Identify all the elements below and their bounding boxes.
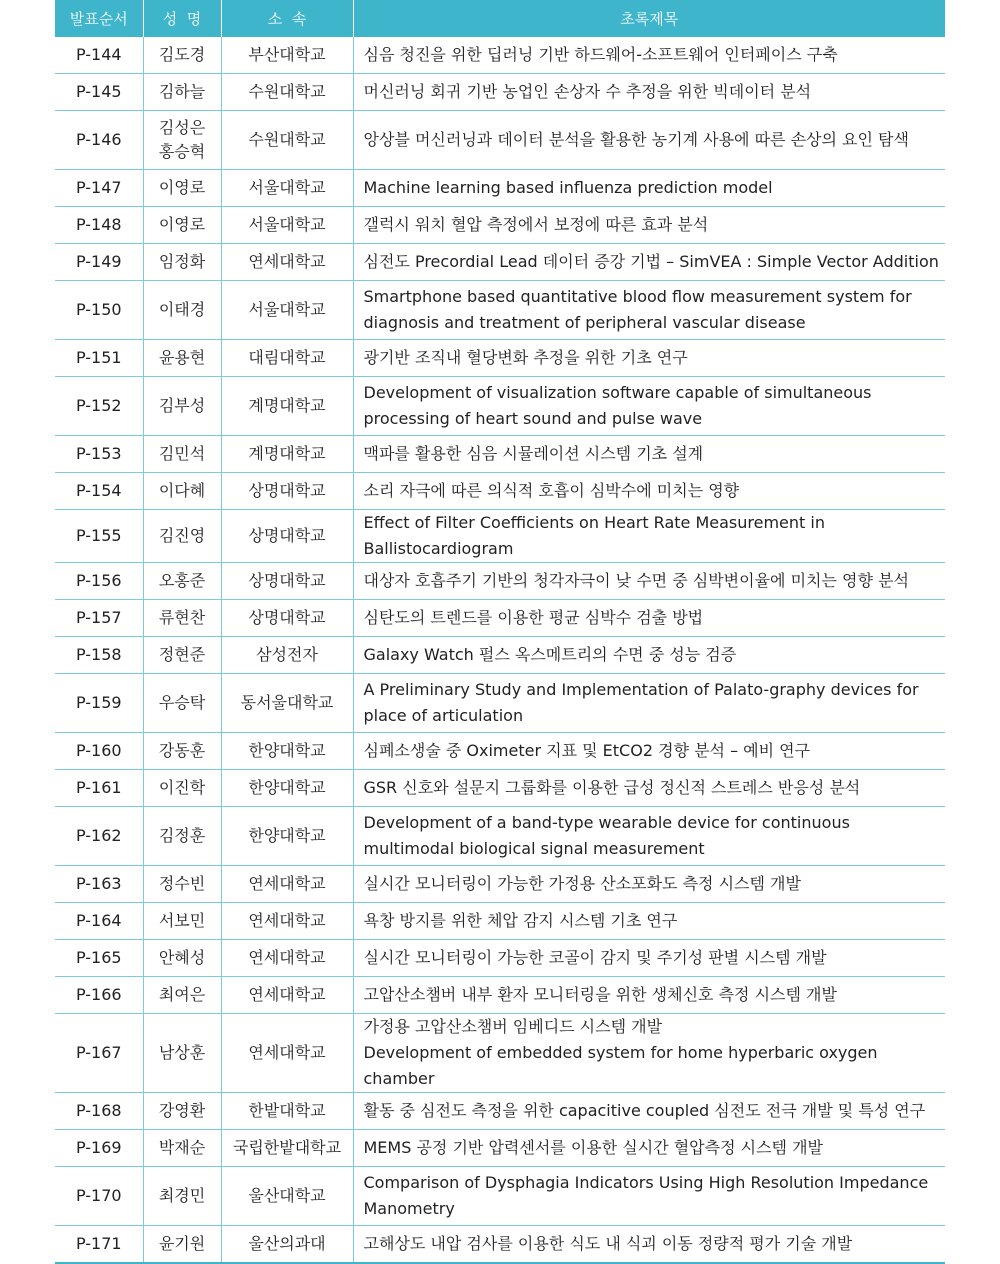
table-row <box>55 866 945 903</box>
presenter-name: 김부성 <box>143 377 221 436</box>
table-row <box>55 37 945 74</box>
presenter-name: 김성은 홍승혁 <box>143 111 221 170</box>
abstract-title: Development of visualization software capable of simultaneous processing of heart sound and pulse wave <box>353 377 945 436</box>
presentation-number: P-155 <box>55 510 143 563</box>
presenter-name: 서보민 <box>143 903 221 940</box>
presentation-number: P-149 <box>55 244 143 281</box>
presentation-number: P-146 <box>55 111 143 170</box>
presentation-number: P-169 <box>55 1130 143 1167</box>
affiliation: 연세대학교 <box>221 977 353 1014</box>
affiliation: 수원대학교 <box>221 74 353 111</box>
affiliation: 연세대학교 <box>221 244 353 281</box>
abstract-title: 고해상도 내압 검사를 이용한 식도 내 식괴 이동 정량적 평가 기술 개발 <box>353 1226 945 1264</box>
presenter-name: 안혜성 <box>143 940 221 977</box>
affiliation: 한양대학교 <box>221 807 353 866</box>
table-row <box>55 436 945 473</box>
abstract-title: 심음 청진을 위한 딥러닝 기반 하드웨어-소프트웨어 인터페이스 구축 <box>353 37 945 74</box>
affiliation: 서울대학교 <box>221 281 353 340</box>
abstract-title: 머신러닝 회귀 기반 농업인 손상자 수 추정을 위한 빅데이터 분석 <box>353 74 945 111</box>
affiliation: 상명대학교 <box>221 510 353 563</box>
affiliation: 서울대학교 <box>221 207 353 244</box>
presenter-name: 윤용현 <box>143 340 221 377</box>
affiliation: 연세대학교 <box>221 940 353 977</box>
abstract-title: 광기반 조직내 혈당변화 추정을 위한 기초 연구 <box>353 340 945 377</box>
table-row <box>55 940 945 977</box>
table-row <box>55 281 945 340</box>
table-row <box>55 903 945 940</box>
presenter-name: 정수빈 <box>143 866 221 903</box>
affiliation: 연세대학교 <box>221 903 353 940</box>
header-affiliation: 소 속 <box>221 0 353 37</box>
abstract-title: Machine learning based influenza prediction model <box>353 170 945 207</box>
affiliation: 연세대학교 <box>221 1014 353 1093</box>
table-row <box>55 340 945 377</box>
affiliation: 삼성전자 <box>221 637 353 674</box>
abstract-title: Galaxy Watch 펄스 옥스메트리의 수면 중 성능 검증 <box>353 637 945 674</box>
table-row <box>55 733 945 770</box>
table-row <box>55 170 945 207</box>
abstract-title: GSR 신호와 설문지 그룹화를 이용한 급성 정신적 스트레스 반응성 분석 <box>353 770 945 807</box>
presentation-number: P-154 <box>55 473 143 510</box>
table-row <box>55 1014 945 1093</box>
table-row <box>55 637 945 674</box>
presenter-name: 김하늘 <box>143 74 221 111</box>
presentation-number: P-170 <box>55 1167 143 1226</box>
table-row <box>55 1226 945 1264</box>
table-row <box>55 244 945 281</box>
abstract-title: 고압산소챔버 내부 환자 모니터링을 위한 생체신호 측정 시스템 개발 <box>353 977 945 1014</box>
abstract-title: Development of a band-type wearable device for continuous multimodal biological signal measurement <box>353 807 945 866</box>
presentation-number: P-163 <box>55 866 143 903</box>
affiliation: 계명대학교 <box>221 436 353 473</box>
table-row <box>55 510 945 563</box>
abstract-title: 활동 중 심전도 측정을 위한 capacitive coupled 심전도 전극 개발 및 특성 연구 <box>353 1093 945 1130</box>
table-row <box>55 1093 945 1130</box>
abstract-title: Comparison of Dysphagia Indicators Using High Resolution Impedance Manometry <box>353 1167 945 1226</box>
presentation-number: P-162 <box>55 807 143 866</box>
affiliation: 상명대학교 <box>221 563 353 600</box>
header-abstract-title: 초록제목 <box>353 0 945 37</box>
affiliation: 한양대학교 <box>221 733 353 770</box>
presentation-number: P-167 <box>55 1014 143 1093</box>
header-name: 성 명 <box>143 0 221 37</box>
presenter-name: 이영로 <box>143 207 221 244</box>
affiliation: 서울대학교 <box>221 170 353 207</box>
presenter-name: 류현찬 <box>143 600 221 637</box>
presenter-name: 이태경 <box>143 281 221 340</box>
table-row <box>55 74 945 111</box>
presentation-number: P-168 <box>55 1093 143 1130</box>
table-row <box>55 207 945 244</box>
presentation-number: P-164 <box>55 903 143 940</box>
abstract-title: 대상자 호흡주기 기반의 청각자극이 낮 수면 중 심박변이율에 미치는 영향 분석 <box>353 563 945 600</box>
abstract-title: A Preliminary Study and Implementation of Palato-graphy devices for place of articulation <box>353 674 945 733</box>
presenter-name: 강동훈 <box>143 733 221 770</box>
abstract-title: 맥파를 활용한 심음 시뮬레이션 시스템 기초 설계 <box>353 436 945 473</box>
presenter-name: 정현준 <box>143 637 221 674</box>
abstract-title: Smartphone based quantitative blood flow measurement system for diagnosis and treatment of peripheral vascular disease <box>353 281 945 340</box>
presenter-name: 이진학 <box>143 770 221 807</box>
table-row <box>55 377 945 436</box>
presenter-name: 남상훈 <box>143 1014 221 1093</box>
abstract-title: 심전도 Precordial Lead 데이터 증강 기법 – SimVEA : Simple Vector Addition <box>353 244 945 281</box>
presenter-name: 강영환 <box>143 1093 221 1130</box>
affiliation: 울산의과대 <box>221 1226 353 1264</box>
table-row <box>55 807 945 866</box>
table-row <box>55 770 945 807</box>
affiliation: 국립한밭대학교 <box>221 1130 353 1167</box>
presentation-number: P-151 <box>55 340 143 377</box>
abstract-title: 심폐소생술 중 Oximeter 지표 및 EtCO2 경향 분석 – 예비 연구 <box>353 733 945 770</box>
presentation-number: P-144 <box>55 37 143 74</box>
affiliation: 대림대학교 <box>221 340 353 377</box>
presentation-number: P-157 <box>55 600 143 637</box>
presenter-name: 임정화 <box>143 244 221 281</box>
abstract-title: 갤럭시 워치 혈압 측정에서 보정에 따른 효과 분석 <box>353 207 945 244</box>
abstract-title: Effect of Filter Coefficients on Heart Rate Measurement in Ballistocardiogram <box>353 510 945 563</box>
presenter-name: 이다혜 <box>143 473 221 510</box>
presentation-number: P-165 <box>55 940 143 977</box>
abstract-title: 실시간 모니터링이 가능한 코골이 감지 및 주기성 판별 시스템 개발 <box>353 940 945 977</box>
presentation-number: P-171 <box>55 1226 143 1264</box>
presentation-number: P-166 <box>55 977 143 1014</box>
table-row <box>55 600 945 637</box>
presentation-number: P-147 <box>55 170 143 207</box>
presentation-number: P-145 <box>55 74 143 111</box>
presentation-number: P-161 <box>55 770 143 807</box>
abstract-title: 심탄도의 트렌드를 이용한 평균 심박수 검출 방법 <box>353 600 945 637</box>
presentation-number: P-156 <box>55 563 143 600</box>
poster-program-table <box>55 0 945 1264</box>
presenter-name: 김도경 <box>143 37 221 74</box>
presentation-number: P-148 <box>55 207 143 244</box>
affiliation: 동서울대학교 <box>221 674 353 733</box>
affiliation: 울산대학교 <box>221 1167 353 1226</box>
table-header-row <box>55 0 945 37</box>
presentation-number: P-158 <box>55 637 143 674</box>
affiliation: 수원대학교 <box>221 111 353 170</box>
program-table-container <box>55 0 945 1264</box>
abstract-title: MEMS 공정 기반 압력센서를 이용한 실시간 혈압측정 시스템 개발 <box>353 1130 945 1167</box>
abstract-title: 실시간 모니터링이 가능한 가정용 산소포화도 측정 시스템 개발 <box>353 866 945 903</box>
table-row <box>55 1167 945 1226</box>
presentation-number: P-150 <box>55 281 143 340</box>
abstract-title: 욕창 방지를 위한 체압 감지 시스템 기초 연구 <box>353 903 945 940</box>
affiliation: 한양대학교 <box>221 770 353 807</box>
affiliation: 상명대학교 <box>221 473 353 510</box>
table-row <box>55 563 945 600</box>
table-row <box>55 674 945 733</box>
table-row <box>55 1130 945 1167</box>
presenter-name: 우승탁 <box>143 674 221 733</box>
presentation-number: P-160 <box>55 733 143 770</box>
presenter-name: 박재순 <box>143 1130 221 1167</box>
presenter-name: 이영로 <box>143 170 221 207</box>
affiliation: 상명대학교 <box>221 600 353 637</box>
affiliation: 부산대학교 <box>221 37 353 74</box>
header-presentation-order: 발표순서 <box>55 0 143 37</box>
presenter-name: 윤기원 <box>143 1226 221 1264</box>
presenter-name: 김진영 <box>143 510 221 563</box>
affiliation: 계명대학교 <box>221 377 353 436</box>
presenter-name: 김정훈 <box>143 807 221 866</box>
abstract-title: 소리 자극에 따른 의식적 호흡이 심박수에 미치는 영향 <box>353 473 945 510</box>
table-row <box>55 977 945 1014</box>
presentation-number: P-152 <box>55 377 143 436</box>
presenter-name: 최여은 <box>143 977 221 1014</box>
presentation-number: P-159 <box>55 674 143 733</box>
presenter-name: 최경민 <box>143 1167 221 1226</box>
presenter-name: 김민석 <box>143 436 221 473</box>
abstract-title: 앙상블 머신러닝과 데이터 분석을 활용한 농기계 사용에 따른 손상의 요인 탐색 <box>353 111 945 170</box>
presenter-name: 오홍준 <box>143 563 221 600</box>
presentation-number: P-153 <box>55 436 143 473</box>
affiliation: 연세대학교 <box>221 866 353 903</box>
abstract-title: 가정용 고압산소챔버 임베디드 시스템 개발 Development of embedded system for home hyperbaric oxygen chamber <box>353 1014 945 1093</box>
affiliation: 한밭대학교 <box>221 1093 353 1130</box>
table-row <box>55 473 945 510</box>
table-row <box>55 111 945 170</box>
